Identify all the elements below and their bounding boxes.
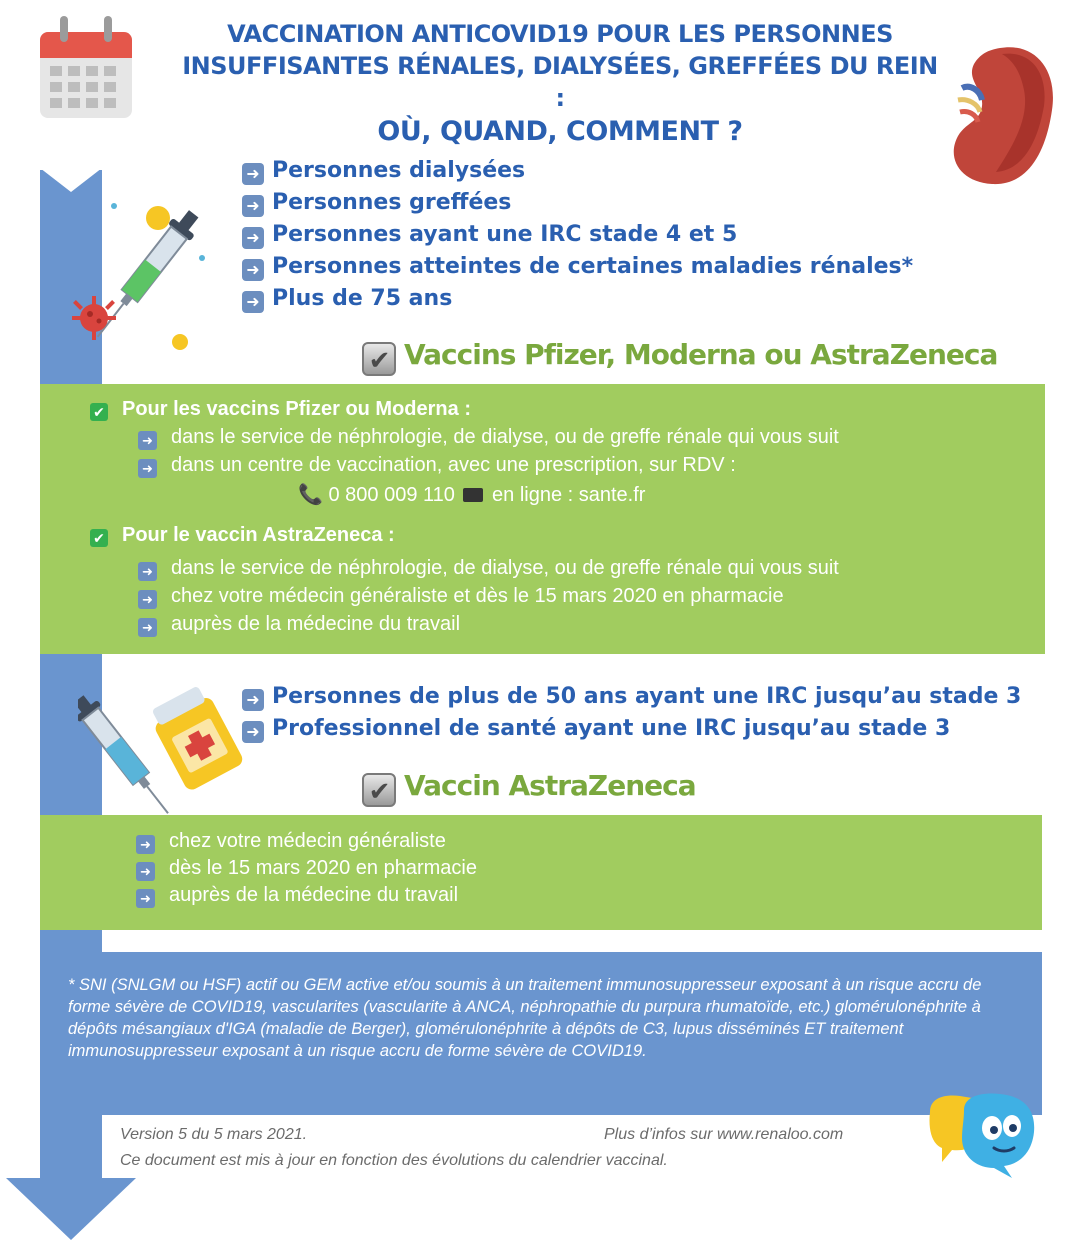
update-note: Ce document est mis à jour en fonction des évolutions du calendrier vaccinal. <box>120 1152 668 1169</box>
arrow-right-icon: ➜ <box>138 562 157 581</box>
calendar-icon <box>38 14 134 120</box>
list-item: ➜ Personnes de plus de 50 ans ayant une IRC jusqu’au stade 3 <box>242 681 1021 713</box>
arrow-right-icon: ➜ <box>242 721 264 743</box>
title-line-1: VACCINATION ANTICOVID19 POUR LES PERSONNES <box>227 20 893 48</box>
list-item: ➜ Personnes ayant une IRC stade 4 et 5 <box>242 219 913 251</box>
check-mark-icon: ✔ <box>90 529 108 547</box>
checkbox-icon: ✔ <box>362 342 396 376</box>
arrow-right-icon: ➜ <box>136 835 155 854</box>
arrow-right-icon: ➜ <box>242 227 264 249</box>
arrow-right-icon: ➜ <box>242 163 264 185</box>
contact-line <box>298 482 645 507</box>
list-item: ➜ Personnes atteintes de certaines maladies rénales* <box>242 251 913 283</box>
list-item: ➜ chez votre médecin généraliste <box>136 830 446 854</box>
list-item: ➜ Professionnel de santé ayant une IRC jusqu’au stade 3 <box>242 713 1021 745</box>
list-item: ➜ dans le service de néphrologie, de dialyse, ou de greffe rénale qui vous suit <box>138 426 839 450</box>
footnote: * SNI (SNLGM ou HSF) actif ou GEM active et/ou soumis à un traitement immunosuppresseur exposant à un risque accru de forme sévère de COVID19, vascularites (vascularite à ANCA, néphropathie du purpura rhumatoïde, etc.) glomérulonéphrite à dépôts mésangiaux d'IGA (maladie de Berger), glomérulonéphrite à dépôts de C3, lupus disséminés ET traitement immunosuppresseur exposant à un risque accru de forme sévère de COVID19. <box>68 976 982 1060</box>
arrow-right-icon: ➜ <box>136 862 155 881</box>
checkbox-icon: ✔ <box>362 773 396 807</box>
arrow-right-icon: ➜ <box>138 590 157 609</box>
arrow-right-icon: ➜ <box>138 459 157 478</box>
kidney-icon <box>940 40 1060 190</box>
target-group-2-list <box>242 681 1021 745</box>
pfizer-heading: ✔ Pour les vaccins Pfizer ou Moderna : <box>90 398 471 421</box>
phone-icon: 📞 <box>298 484 323 506</box>
renaloo-mascot-logo <box>920 1090 1040 1182</box>
page-title <box>180 18 940 148</box>
arrowhead <box>6 1178 136 1240</box>
arrow-right-icon: ➜ <box>242 259 264 281</box>
version-date: Version 5 du 5 mars 2021. <box>120 1126 308 1143</box>
arrow-right-icon: ➜ <box>242 195 264 217</box>
arrow-right-icon: ➜ <box>138 431 157 450</box>
list-item: ➜ chez votre médecin généraliste et dès le 15 mars 2020 en pharmacie <box>138 585 784 609</box>
check-mark-icon: ✔ <box>90 403 108 421</box>
list-item: ➜ dans le service de néphrologie, de dialyse, ou de greffe rénale qui vous suit <box>138 557 839 581</box>
astrazeneca-heading: ✔ Pour le vaccin AstraZeneca : <box>90 524 395 547</box>
syringe-virus-icon <box>62 200 228 360</box>
online-booking: en ligne : sante.fr <box>492 484 646 506</box>
list-item: ➜ auprès de la médecine du travail <box>138 613 460 637</box>
title-line-2: INSUFFISANTES RÉNALES, DIALYSÉES, GREFFÉES DU REIN : <box>182 52 938 112</box>
vaccines-heading-2: ✔ Vaccin AstraZeneca <box>362 769 696 807</box>
phone-number: 0 800 009 110 <box>328 484 455 506</box>
laptop-icon <box>463 488 483 502</box>
title-line-3: OÙ, QUAND, COMMENT ? <box>377 116 743 147</box>
target-group-1-list <box>242 155 913 315</box>
list-item: ➜ Personnes dialysées <box>242 155 913 187</box>
arrow-right-icon: ➜ <box>242 689 264 711</box>
list-item: ➜ dans un centre de vaccination, avec une prescription, sur RDV : <box>138 454 736 478</box>
list-item: ➜ Plus de 75 ans <box>242 283 913 315</box>
more-info-link[interactable]: Plus d’infos sur www.renaloo.com <box>604 1126 844 1143</box>
vaccines-heading-1: ✔ Vaccins Pfizer, Moderna ou AstraZeneca <box>362 338 997 376</box>
syringe-medicine-bottle-icon <box>78 682 246 822</box>
list-item: ➜ Personnes greffées <box>242 187 913 219</box>
arrow-right-icon: ➜ <box>136 889 155 908</box>
arrow-right-icon: ➜ <box>242 291 264 313</box>
arrow-top-notch <box>40 168 102 194</box>
list-item: ➜ dès le 15 mars 2020 en pharmacie <box>136 857 477 881</box>
list-item: ➜ auprès de la médecine du travail <box>136 884 458 908</box>
arrow-right-icon: ➜ <box>138 618 157 637</box>
